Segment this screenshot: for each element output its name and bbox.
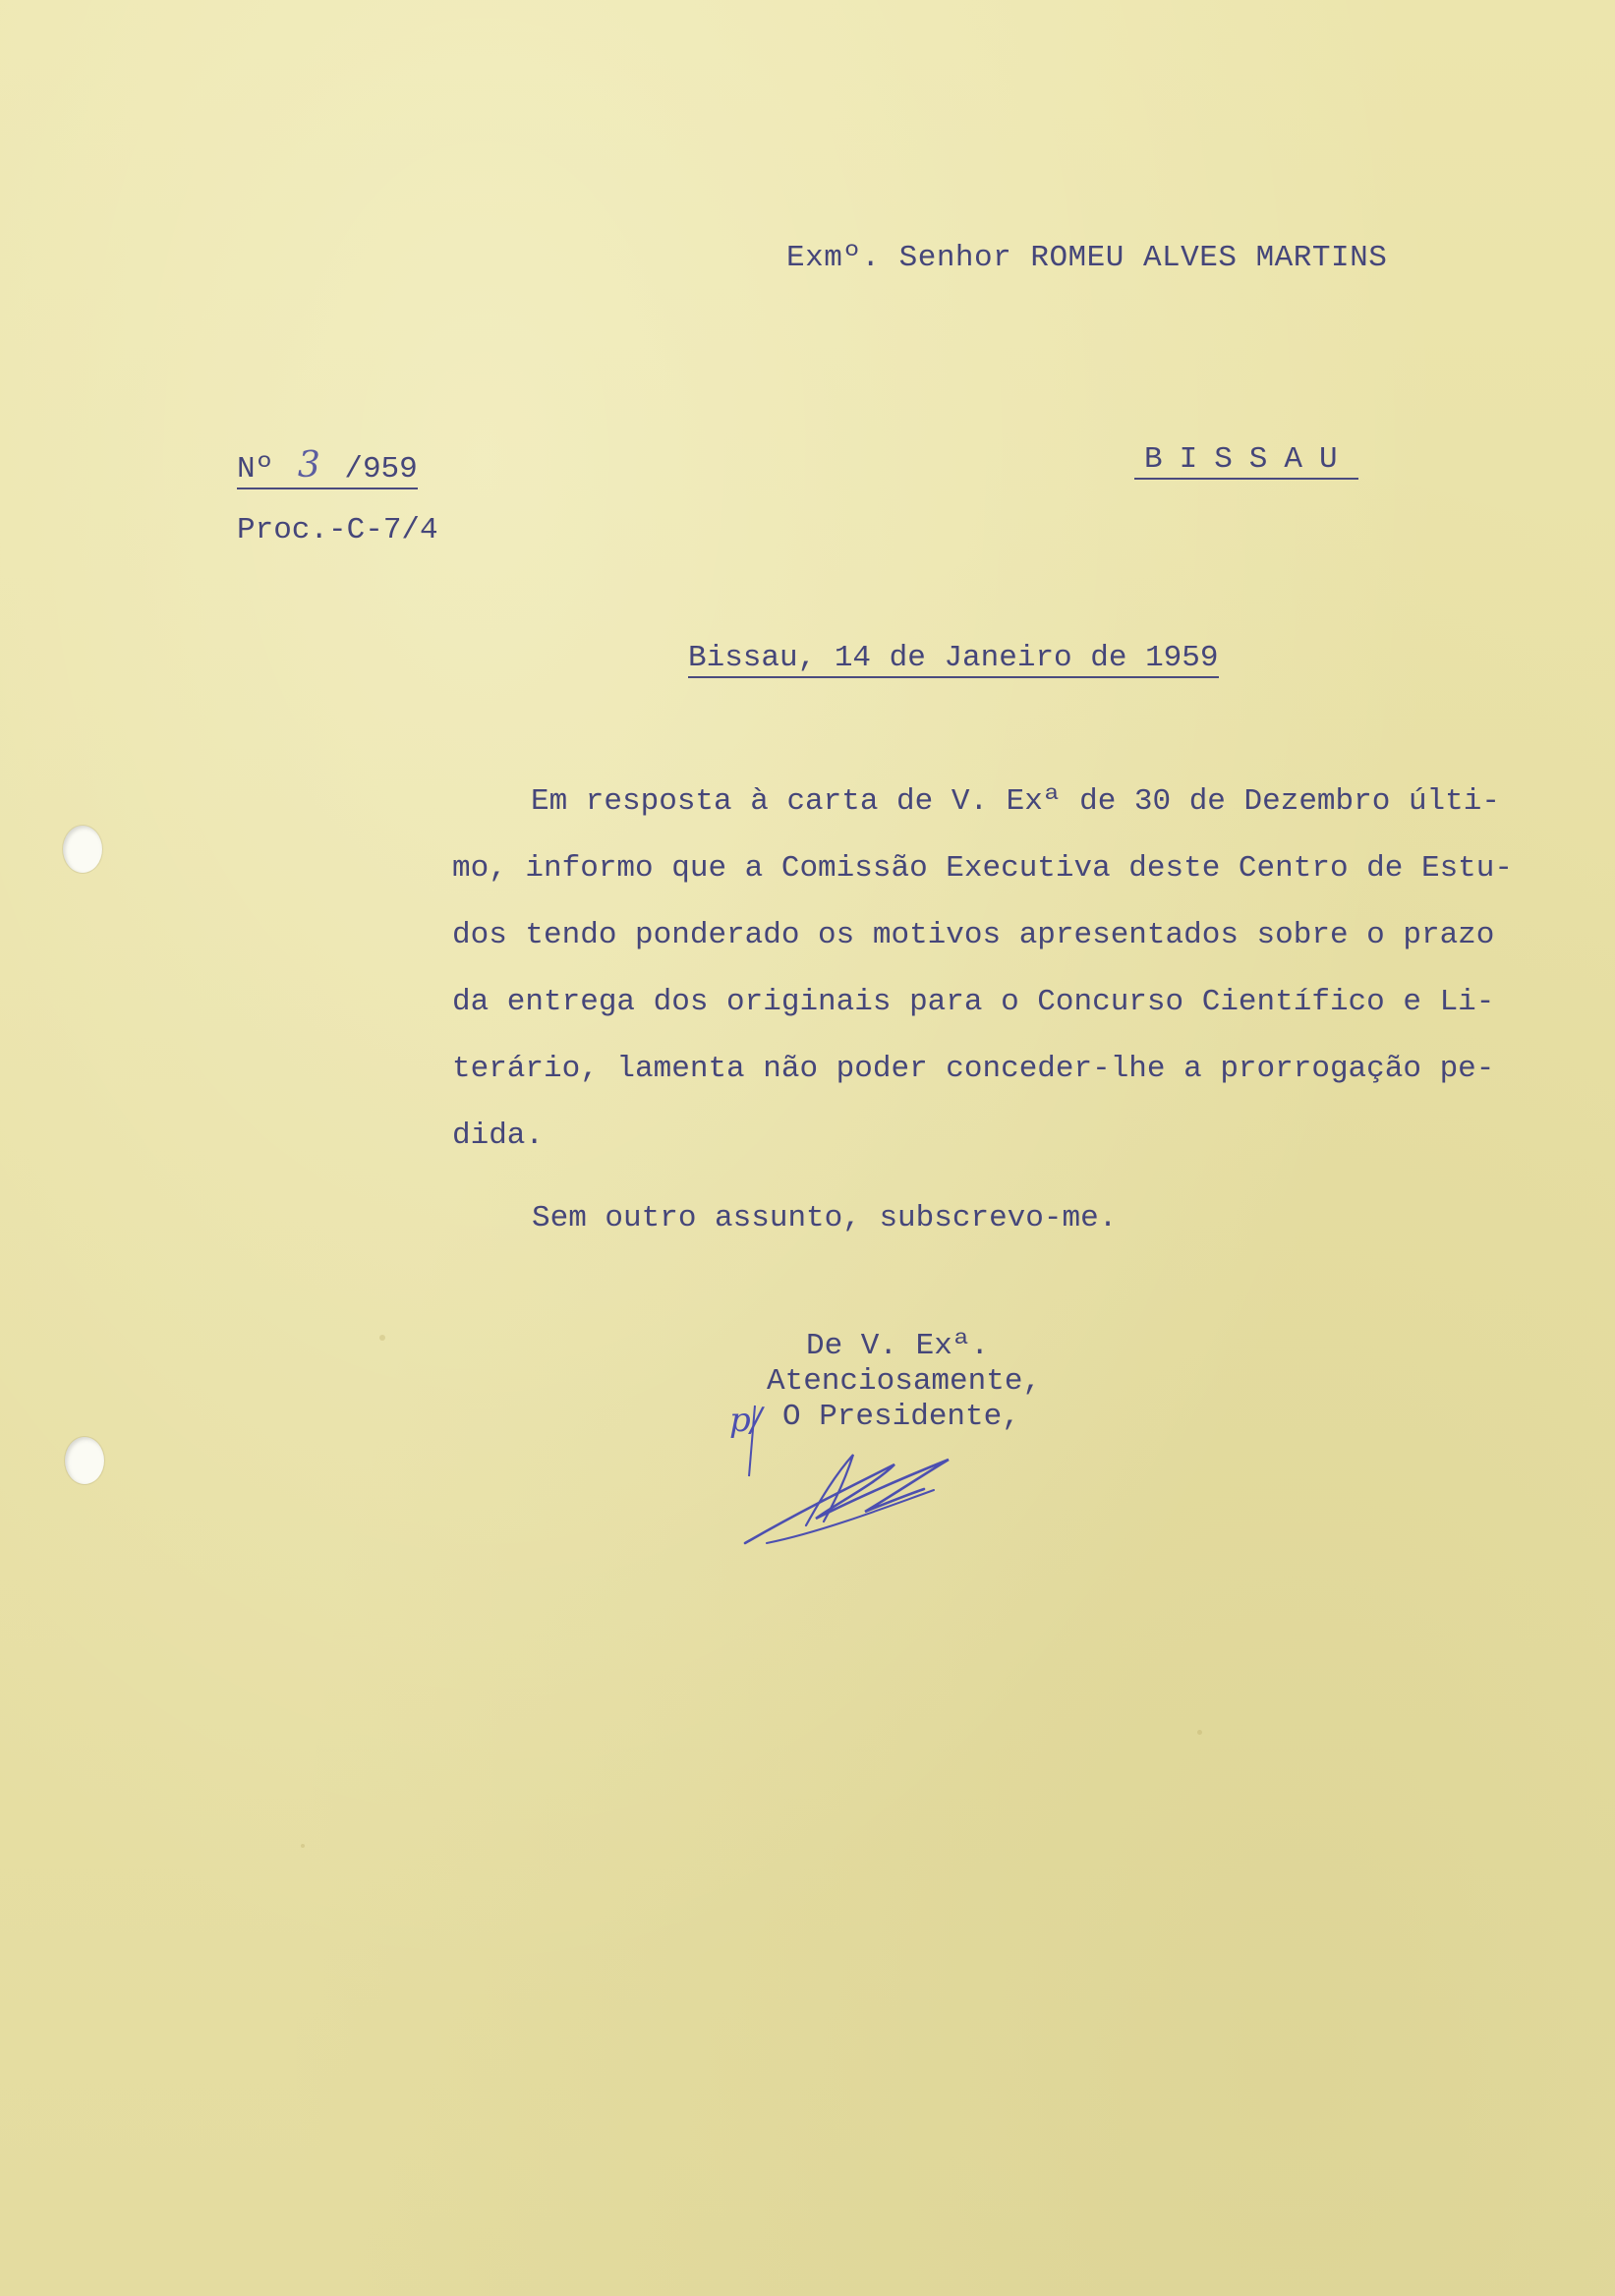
closing-line: Sem outro assunto, subscrevo-me. bbox=[532, 1201, 1118, 1235]
letter-body bbox=[452, 769, 1583, 1170]
handwritten-signature-icon bbox=[727, 1396, 983, 1563]
paper-spot bbox=[379, 1335, 385, 1341]
paper-spot bbox=[1197, 1730, 1202, 1735]
addressee-line: Exmº. Senhor ROMEU ALVES MARTINS bbox=[786, 241, 1388, 275]
body-line: da entrega dos originais para o Concurso Científico e Li- bbox=[452, 985, 1495, 1019]
body-line: dida. bbox=[452, 1119, 545, 1153]
reference-prefix: Nº bbox=[237, 452, 274, 487]
process-reference: Proc.-C-7/4 bbox=[237, 513, 438, 547]
signature-line-title: O Presidente, bbox=[782, 1400, 1020, 1434]
signature-line-regards: De V. Exª. bbox=[806, 1329, 990, 1363]
punch-hole bbox=[65, 1437, 104, 1484]
body-line: terário, lamenta não poder conceder-lhe a prorrogação pe- bbox=[452, 1052, 1495, 1086]
city-heading: BISSAU bbox=[1134, 442, 1358, 480]
reference-handwritten-number: 3 bbox=[297, 445, 320, 486]
signature-line-closing: Atenciosamente, bbox=[767, 1364, 1042, 1399]
body-line: Em resposta à carta de V. Exª de 30 de Dezembro últi- bbox=[531, 784, 1500, 819]
punch-hole bbox=[63, 826, 102, 873]
paper-spot bbox=[301, 1844, 305, 1848]
body-line: dos tendo ponderado os motivos apresentados sobre o prazo bbox=[452, 918, 1495, 952]
body-line: mo, informo que a Comissão Executiva deste Centro de Estu- bbox=[452, 851, 1513, 886]
date-line: Bissau, 14 de Janeiro de 1959 bbox=[688, 641, 1219, 678]
reference-year: /959 bbox=[344, 452, 418, 487]
signature-prefix: p/ bbox=[729, 1401, 763, 1440]
reference-number bbox=[237, 445, 418, 489]
